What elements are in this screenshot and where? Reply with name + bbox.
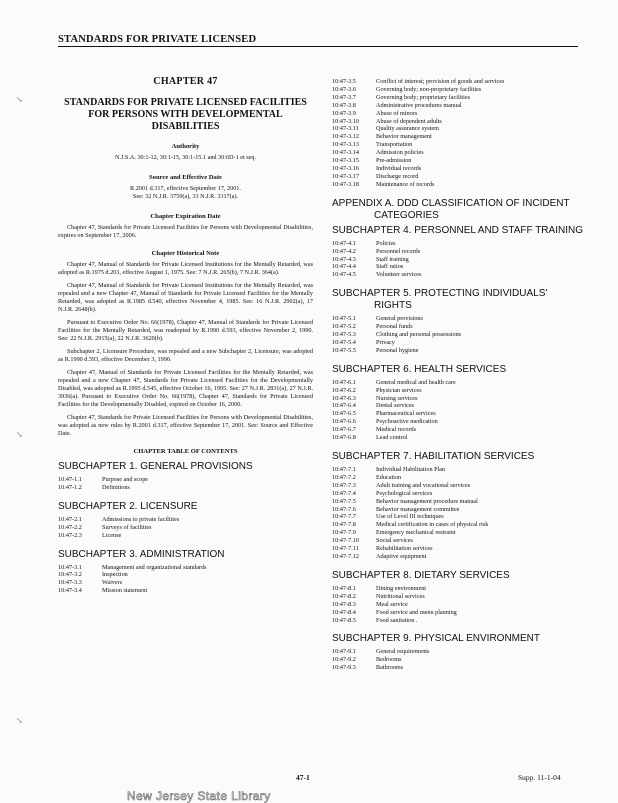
section-code: 10:47-6.4 [332, 402, 356, 410]
section-code: 10:47-6.5 [332, 410, 356, 418]
section-code: 10:47-5.3 [332, 331, 356, 339]
section-title: Management and organizational standards [102, 563, 207, 571]
toc-row [332, 271, 586, 279]
section-code: 10:47-3.7 [332, 93, 356, 101]
toc-row [58, 587, 313, 595]
section-code: 10:47-6.6 [332, 418, 356, 426]
subchapter-block [58, 549, 313, 596]
section-title: Psychoactive medication [376, 418, 438, 426]
section-title: Individual Habilitation Plan [376, 466, 446, 473]
section-code: 10:47-9.2 [332, 656, 356, 664]
toc-row [332, 664, 586, 672]
section-title: Admission policies [376, 149, 424, 157]
section-title: Emergency mechanical restraint [376, 529, 456, 537]
subchapter-heading-line: RIGHTS [374, 300, 412, 312]
subchapter-heading: SUBCHAPTER 3. ADMINISTRATION [58, 548, 225, 560]
toc-row [332, 498, 586, 506]
history-paragraph: Chapter 47, Manual of Standards for Private Licensed Institutions for the Mentally Retarded, was repealed and a new Chapter 47, Manual of Standards for Private Licensed Facilities for the Mentally Retarded, was adopted as R.1985 d.540, effective November 4, 1985. See: 16 N.J.R. 2902(a), 17 N.J.R. 2648(b). [58, 282, 313, 313]
subchapter-heading: SUBCHAPTER 9. PHYSICAL ENVIRONMENT [332, 633, 541, 645]
section-title: Governing body; non-proprietary facilities [376, 85, 482, 93]
section-code: 10:47-5.1 [332, 315, 356, 323]
section-title: Nursing services [376, 394, 418, 402]
toc-row [332, 426, 586, 434]
section-title: Clothing and personal possessions [376, 331, 462, 339]
appendix-line: APPENDIX A. DDD CLASSIFICATION OF INCIDENT [332, 197, 570, 209]
section-code: 10:47-3.15 [332, 157, 359, 165]
section-title: Bathrooms [376, 664, 404, 672]
subchapter-3-continued [332, 78, 586, 189]
toc-row [332, 482, 586, 490]
subchapter-block [332, 225, 586, 280]
section-code: 10:47-7.4 [332, 489, 356, 497]
toc-row [58, 532, 313, 540]
toc-row [58, 476, 313, 484]
section-code: 10:47-5.4 [332, 338, 356, 346]
section-code: 10:47-8.2 [332, 592, 356, 600]
toc-row [332, 474, 586, 482]
history-paragraph: Subchapter 2, Licensure Procedure, was repealed and a new Subchapter 2, Licensure, was adopted as R.1990 d.593, effective December 3, 1990. [58, 348, 313, 363]
toc-row [332, 466, 586, 474]
source-line: See: 32 N.J.R. 3759(a), 33 N.J.R. 3317(a). [132, 193, 239, 200]
section-code: 10:47-4.2 [332, 247, 356, 255]
toc-row [332, 149, 586, 157]
toc-row [332, 248, 586, 256]
toc-row [332, 347, 586, 355]
section-title: Inspection [102, 571, 128, 579]
toc-row [332, 110, 586, 118]
toc-row [332, 545, 586, 553]
section-code: 10:47-3.12 [332, 133, 359, 141]
chapter-label: CHAPTER 47 [153, 76, 218, 87]
section-code: 10:47-7.2 [332, 473, 356, 481]
subchapter-heading: SUBCHAPTER 8. DIETARY SERVICES [332, 569, 510, 581]
section-code: 10:47-3.6 [332, 85, 356, 93]
section-code: 10:47-2.2 [58, 523, 82, 531]
subchapter-block [332, 451, 586, 561]
section-title: General requirements [376, 648, 430, 656]
section-code: 10:47-3.5 [332, 78, 356, 85]
section-title: Transportation [376, 141, 413, 149]
section-code: 10:47-3.14 [332, 149, 359, 157]
section-code: 10:47-2.3 [58, 531, 82, 539]
section-title: Dining environment [376, 584, 427, 592]
section-code: 10:47-9.3 [332, 664, 356, 672]
toc-row [332, 379, 586, 387]
toc-row [332, 553, 586, 561]
toc-row [58, 579, 313, 587]
library-watermark: New Jersey State Library [127, 789, 271, 803]
toc-row [332, 402, 586, 410]
margin-mark: ↘ [16, 716, 23, 725]
toc-heading: CHAPTER TABLE OF CONTENTS [133, 448, 238, 455]
toc-row [332, 315, 586, 323]
history-heading: Chapter Historical Note [151, 250, 220, 257]
section-code: 10:47-4.4 [332, 263, 356, 271]
toc-row [332, 118, 586, 126]
section-code: 10:47-2.1 [58, 515, 82, 523]
toc-row [58, 571, 313, 579]
section-title: Behavior management procedure manual [376, 497, 478, 505]
section-code: 10:47-7.12 [332, 552, 359, 560]
toc-row [332, 240, 586, 248]
section-title: Personal hygiene [376, 346, 419, 354]
section-title: Abuse of minors [376, 109, 418, 117]
section-code: 10:47-7.10 [332, 537, 359, 545]
running-head: STANDARDS FOR PRIVATE LICENSED [58, 34, 578, 47]
section-title: Quality assurance system [376, 125, 439, 133]
toc-row [332, 537, 586, 545]
toc-row [332, 133, 586, 141]
toc-row [332, 601, 586, 609]
subchapter-heading: SUBCHAPTER 7. HABILITATION SERVICES [332, 451, 535, 462]
subchapter-block [58, 501, 313, 540]
toc-row [332, 418, 586, 426]
section-title: Governing body; proprietary facilities [376, 93, 470, 101]
section-title: Personnel records [376, 247, 421, 255]
page-number: 47-1 [296, 773, 310, 782]
section-code: 10:47-6.7 [332, 426, 356, 434]
section-title: Adult training and vocational services [376, 481, 471, 489]
history-paragraph: Chapter 47, Manual of Standards for Private Licensed Facilities for the Mentally Retarded, was repealed and a new Chapter 47, Standards for Private Licensed Facilities for the Developmentally Disabled, was adopted as R.1995 d.545, effective October 16, 1995. See: 27 N.J.R. 2831(a), 27 N.J.R. 3936(a). Pursuant to Executive Order No. 66(1978), Chapter 47, Standards for Private Licensed Facilities for the Developmentally Disabled, expired on October 16, 2000. [58, 369, 313, 408]
subchapter-block [332, 570, 586, 625]
section-code: 10:47-7.5 [332, 497, 356, 505]
source-line: R.2001 d.317, effective September 17, 2001. [130, 185, 241, 192]
section-title: Abuse of dependent adults [376, 117, 442, 125]
section-code: 10:47-3.1 [58, 563, 82, 571]
toc-row [332, 585, 586, 593]
left-column [58, 76, 313, 595]
section-title: Meal service [376, 600, 408, 608]
section-title: Rehabilitation services [376, 545, 433, 553]
section-title: Purpose and scope [102, 476, 149, 483]
section-code: 10:47-3.13 [332, 141, 359, 149]
history-paragraph: Chapter 47, Manual of Standards for Private Licensed Institutions for the Mentally Retarded, was adopted as R.1975 d.203, effective August 1, 1975. See: 7 N.J.R. 265(b), 7 N.J.R. 364(a). [58, 261, 313, 276]
section-code: 10:47-7.7 [332, 513, 356, 521]
section-code: 10:47-6.2 [332, 386, 356, 394]
toc-row [332, 323, 586, 331]
section-title: Policies [376, 239, 396, 247]
section-code: 10:47-6.3 [332, 394, 356, 402]
section-code: 10:47-5.2 [332, 323, 356, 331]
toc-row [332, 86, 586, 94]
appendix-heading [332, 198, 586, 222]
section-code: 10:47-7.6 [332, 505, 356, 513]
toc-row [332, 256, 586, 264]
toc-row [332, 173, 586, 181]
section-title: Maintenance of records [376, 180, 435, 188]
section-title: Behavior management committee [376, 505, 460, 513]
section-code: 10:47-3.18 [332, 180, 359, 188]
toc-row [332, 648, 586, 656]
section-title: Staff training [376, 255, 409, 263]
toc-row [332, 157, 586, 165]
toc-row [332, 506, 586, 514]
section-code: 10:47-4.5 [332, 271, 356, 279]
toc-row [332, 125, 586, 133]
section-code: 10:47-3.10 [332, 117, 359, 125]
section-title: Medical certification in cases of physical risk [376, 521, 489, 529]
section-title: Administrative procedures manual [376, 101, 462, 109]
section-title: Lead control [376, 434, 408, 442]
section-code: 10:47-3.16 [332, 164, 359, 172]
toc-row [332, 94, 586, 102]
appendix-line: CATEGORIES [374, 209, 439, 221]
section-title: Food sanitation . [376, 616, 418, 624]
section-title: Education [376, 473, 402, 481]
section-title: Waivers [102, 579, 123, 587]
section-code: 10:47-6.1 [332, 378, 356, 386]
section-code: 10:47-3.3 [58, 579, 82, 587]
section-title: Individual records [376, 164, 422, 172]
section-code: 10:47-3.4 [58, 587, 82, 595]
section-code: 10:47-3.11 [332, 125, 359, 133]
toc-row [332, 387, 586, 395]
toc-row [332, 165, 586, 173]
section-code: 10:47-7.9 [332, 529, 356, 537]
section-title: Conflict of interest; provision of goods and services [376, 78, 505, 85]
subchapter-heading: SUBCHAPTER 1. GENERAL PROVISIONS [58, 461, 253, 472]
margin-mark: ↘ [16, 95, 23, 104]
section-code: 10:47-7.1 [332, 466, 356, 473]
right-column [332, 78, 586, 672]
section-code: 10:47-8.5 [332, 616, 356, 624]
section-code: 10:47-1.2 [58, 483, 82, 491]
section-code: 10:47-8.4 [332, 608, 356, 616]
section-title: Pharmaceutical services [376, 410, 436, 418]
section-title: Bedrooms [376, 656, 402, 664]
authority-text: N.J.S.A. 30:1-12, 30:1-15, 30:1-15.1 and 30:6D-1 et seq. [114, 154, 257, 161]
subchapter-block [332, 364, 586, 442]
section-code: 10:47-3.2 [58, 571, 82, 579]
toc-row [332, 410, 586, 418]
toc-row [332, 529, 586, 537]
section-title: Definitions [102, 483, 130, 491]
margin-mark: ↘ [16, 430, 23, 439]
subchapter-heading [332, 288, 586, 312]
toc-row [332, 141, 586, 149]
supplement-date: Supp. 11-1-04 [518, 773, 561, 782]
section-code: 10:47-4.3 [332, 255, 356, 263]
toc-row [332, 617, 586, 625]
section-code: 10:47-7.8 [332, 521, 356, 529]
section-code: 10:47-5.5 [332, 346, 356, 354]
section-code: 10:47-1.1 [58, 476, 82, 483]
subchapter-heading: SUBCHAPTER 4. PERSONNEL AND STAFF TRAINING [332, 224, 583, 236]
section-title: Privacy [376, 338, 395, 346]
section-code: 10:47-4.1 [332, 239, 356, 247]
toc-row [332, 102, 586, 110]
section-title: Mission statement [102, 587, 148, 595]
section-code: 10:47-6.8 [332, 434, 356, 442]
toc-row [58, 564, 313, 572]
subchapter-block [332, 288, 586, 355]
toc-row [58, 516, 313, 524]
subchapter-heading-line: SUBCHAPTER 5. PROTECTING INDIVIDUALS' [332, 288, 548, 300]
history-paragraph: Chapter 47, Standards for Private Licensed Facilities for Persons with Developmental Disabilities, was adopted as new rules by R.2001 d.317, effective September 17, 2001. See: Source and Effective Date. [58, 414, 313, 437]
expiration-text: Chapter 47, Standards for Private Licensed Facilities for Persons with Developmental Disabilities, expires on September 17, 2006. [58, 224, 313, 239]
toc-row [332, 434, 586, 442]
section-title: License [102, 531, 122, 539]
subchapter-heading: SUBCHAPTER 2. LICENSURE [58, 500, 198, 512]
history-paragraph: Pursuant to Executive Order No. 66(1978), Chapter 47, Manual of Standards for Private Licensed Facilities for the Mentally Retarded, was readopted by R.1990 d.593, effective November 2, 1990. See: 22 N.J.R. 2915(a), 22 N.J.R. 3620(b). [58, 319, 313, 342]
expiration-heading: Chapter Expiration Date [150, 213, 221, 220]
toc-row [332, 339, 586, 347]
section-code: 10:47-3.8 [332, 101, 356, 109]
toc-row [332, 521, 586, 529]
toc-row [332, 593, 586, 601]
section-title: Surveys of facilities [102, 523, 152, 531]
section-title: Discharge record [376, 172, 419, 180]
section-title: Volunteer services [376, 271, 422, 279]
section-title: Psychological services [376, 489, 433, 497]
section-code: 10:47-3.9 [332, 109, 356, 117]
toc-row [332, 263, 586, 271]
section-title: Use of Level III techniques [376, 513, 444, 521]
section-title: Admissions to private facilities [102, 515, 180, 523]
authority-heading: Authority [171, 143, 200, 150]
toc-row [332, 331, 586, 339]
section-code: 10:47-9.1 [332, 648, 356, 656]
section-title: General medical and health care [376, 378, 456, 386]
section-code: 10:47-3.17 [332, 172, 359, 180]
toc-row [332, 656, 586, 664]
toc-row [332, 181, 586, 189]
toc-row [332, 78, 586, 86]
section-title: Dental services [376, 402, 414, 410]
toc-row [332, 490, 586, 498]
section-title: Social services [376, 537, 413, 545]
subchapter-heading: SUBCHAPTER 6. HEALTH SERVICES [332, 363, 507, 375]
section-title: Staff ratios [376, 263, 404, 271]
section-code: 10:47-8.3 [332, 600, 356, 608]
section-title: General provisions [376, 315, 423, 323]
section-title: Personal funds [376, 323, 413, 331]
section-title: Nutritional services [376, 592, 425, 600]
section-title: Food service and menu planning [376, 608, 457, 616]
section-code: 10:47-7.3 [332, 481, 356, 489]
section-title: Adaptive equipment [376, 552, 427, 560]
toc-row [58, 484, 313, 492]
chapter-title: STANDARDS FOR PRIVATE LICENSED FACILITIES FOR PERSONS WITH DEVELOPMENTAL DISABILITIES [64, 97, 307, 132]
section-title: Pre-admission [376, 157, 412, 165]
subchapter-block [332, 633, 586, 672]
subchapter-block [58, 461, 313, 492]
section-code: 10:47-7.11 [332, 545, 359, 553]
section-title: Behavior management [376, 133, 432, 141]
section-title: Physician services [376, 386, 422, 394]
source-heading: Source and Effective Date [149, 174, 222, 181]
toc-row [58, 524, 313, 532]
section-code: 10:47-8.1 [332, 584, 356, 592]
toc-row [332, 609, 586, 617]
toc-row [332, 395, 586, 403]
section-title: Medical records [376, 426, 417, 434]
toc-row [332, 513, 586, 521]
